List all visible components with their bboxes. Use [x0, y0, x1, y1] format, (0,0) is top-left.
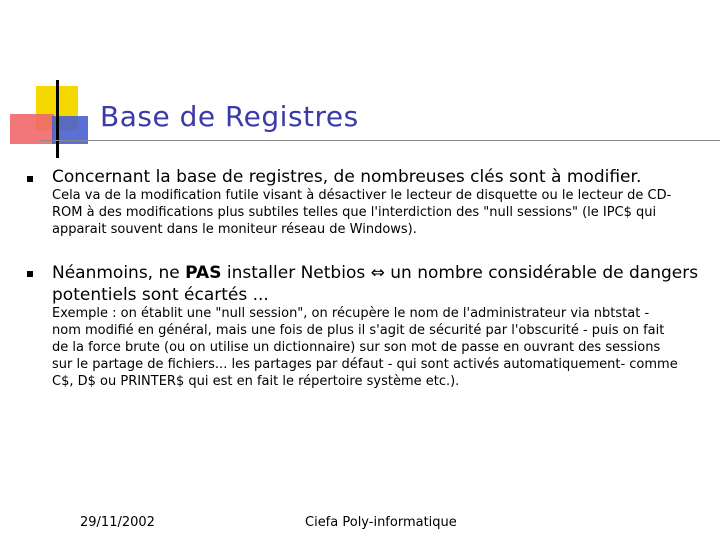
bullet-1-subtext: Cela va de la modification futile visant à désactiver le lecteur de disquette ou le lecteur de CD-ROM à des modifications plus subtiles telles que l'interdiction des "null sessions" (le IPC$ qui apparait souvent dans le moniteur réseau de Windows). [52, 188, 672, 237]
bullet-marker-1 [27, 176, 33, 182]
bullet-2-text-start: Néanmoins, ne [52, 263, 186, 283]
bullet-2-text-emphasis: PAS [185, 263, 222, 283]
decor-vertical-line [56, 80, 59, 158]
slide-title: Base de Registres [100, 100, 359, 133]
title-underline [40, 140, 720, 141]
bullet-1-text: Concernant la base de registres, de nombreuses clés sont à modifier. [52, 167, 642, 187]
bullet-2-text [52, 262, 702, 306]
footer-organization: Ciefa Poly-informatique [305, 515, 457, 530]
bullet-marker-2 [27, 271, 33, 277]
footer-date: 29/11/2002 [80, 515, 155, 530]
bullet-2-subtext: Exemple : on établit une "null session", on récupère le nom de l'administrateur via nbtstat - nom modifié en général, mais une fois de plus il s'agit de sécurité par l'obscurité - puis on fait de la force brute (ou on utilise un dictionnaire) sur son mot de passe en ouvrant des sessions sur le partage de fichiers... les partages par défaut - qui sont activés automatiquement- comme C$, D$ ou PRINTER$ qui est en fait le répertoire système etc.). [52, 306, 678, 389]
bullet-2-text-end: installer Netbios ⇔ un nombre considérable de dangers potentiels sont écartés ... [52, 263, 699, 305]
